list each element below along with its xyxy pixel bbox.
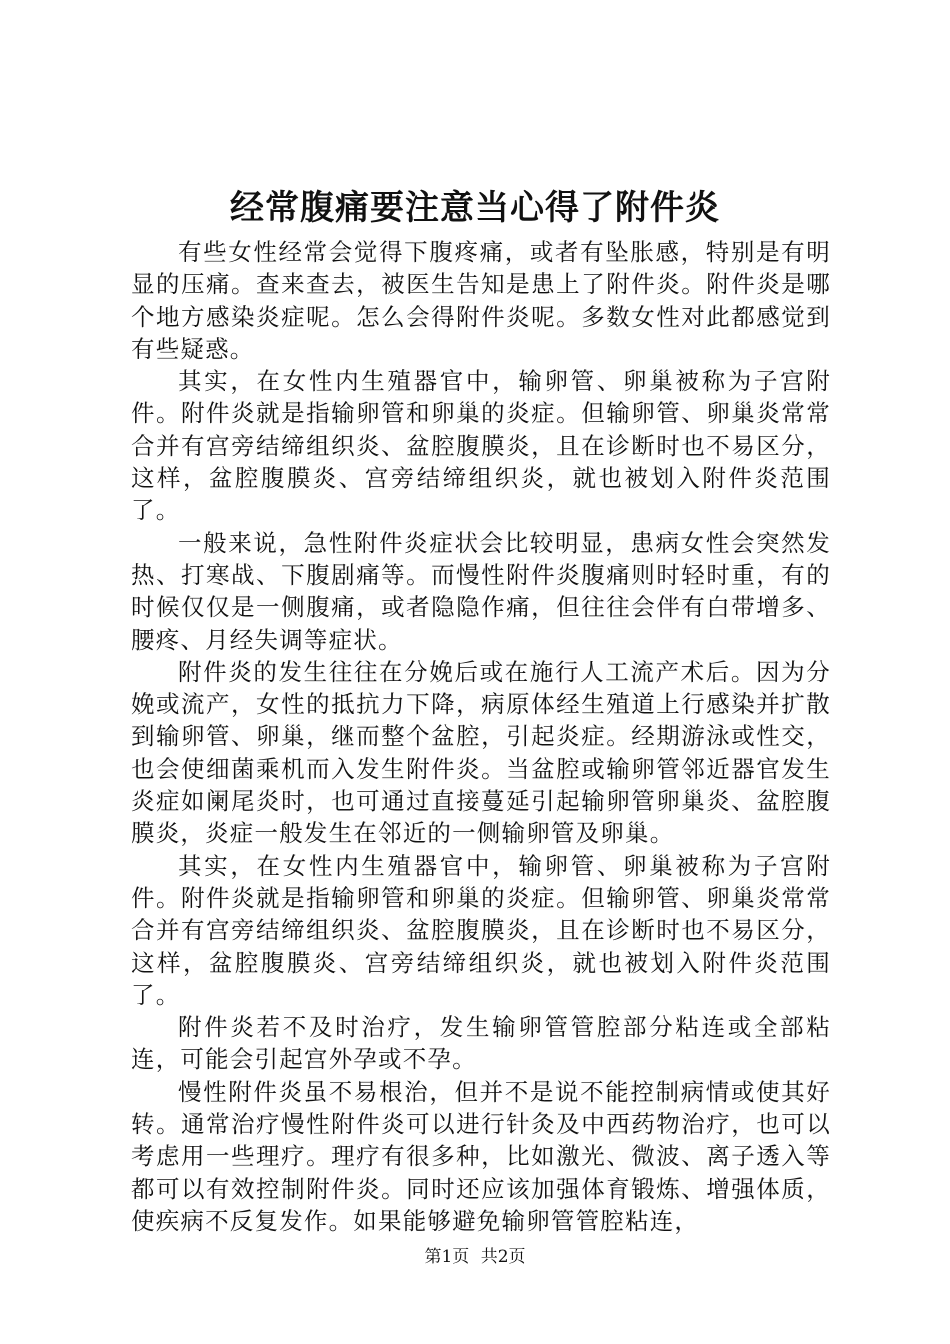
page-number: 第1页 — [424, 1247, 470, 1267]
page-total: 共2页 — [480, 1247, 526, 1267]
paragraph: 一般来说，急性附件炎症状会比较明显，患病女性会突然发热、打寒战、下腹剧痛等。而慢性附件炎腹痛则时轻时重，有的时候仅仅是一侧腹痛，或者隐隐作痛，但往往会伴有白带增多、腰疼、月经失调等症状。 — [131, 528, 831, 654]
paragraph: 其实，在女性内生殖器官中，输卵管、卵巢被称为子宫附件。附件炎就是指输卵管和卵巢的炎症。但输卵管、卵巢炎常常合并有宫旁结缔组织炎、盆腔腹膜炎，且在诊断时也不易区分，这样，盆腔腹膜炎、宫旁结缔组织炎，就也被划入附件炎范围了。 — [131, 851, 831, 1009]
paragraph: 其实，在女性内生殖器官中，输卵管、卵巢被称为子宫附件。附件炎就是指输卵管和卵巢的炎症。但输卵管、卵巢炎常常合并有宫旁结缔组织炎、盆腔腹膜炎，且在诊断时也不易区分，这样，盆腔腹膜炎、宫旁结缔组织炎，就也被划入附件炎范围了。 — [131, 367, 831, 525]
paragraph: 附件炎若不及时治疗，发生输卵管管腔部分粘连或全部粘连，可能会引起宫外孕或不孕。 — [131, 1013, 831, 1074]
document-title: 经常腹痛要注意当心得了附件炎 — [230, 188, 720, 228]
paragraph: 慢性附件炎虽不易根治，但并不是说不能控制病情或使其好转。通常治疗慢性附件炎可以进行针灸及中西药物治疗，也可以考虑用一些理疗。理疗有很多种，比如激光、微波、离子透入等都可以有效控制附件炎。同时还应该加强体育锻炼、增强体质，使疾病不反复发作。如果能够避免输卵管管腔粘连， — [131, 1077, 831, 1235]
paragraph: 附件炎的发生往往在分娩后或在施行人工流产术后。因为分娩或流产，女性的抵抗力下降，病原体经生殖道上行感染并扩散到输卵管、卵巢，继而整个盆腔，引起炎症。经期游泳或性交，也会使细菌乘机而入发生附件炎。当盆腔或输卵管邻近器官发生炎症如阑尾炎时，也可通过直接蔓延引起输卵管卵巢炎、盆腔腹膜炎，炎症一般发生在邻近的一侧输卵管及卵巢。 — [131, 657, 831, 848]
paragraph: 有些女性经常会觉得下腹疼痛，或者有坠胀感，特别是有明显的压痛。查来查去，被医生告知是患上了附件炎。附件炎是哪个地方感染炎症呢。怎么会得附件炎呢。多数女性对此都感觉到有些疑惑。 — [131, 238, 831, 363]
document-body — [131, 236, 831, 1237]
page-footer — [0, 1245, 950, 1269]
